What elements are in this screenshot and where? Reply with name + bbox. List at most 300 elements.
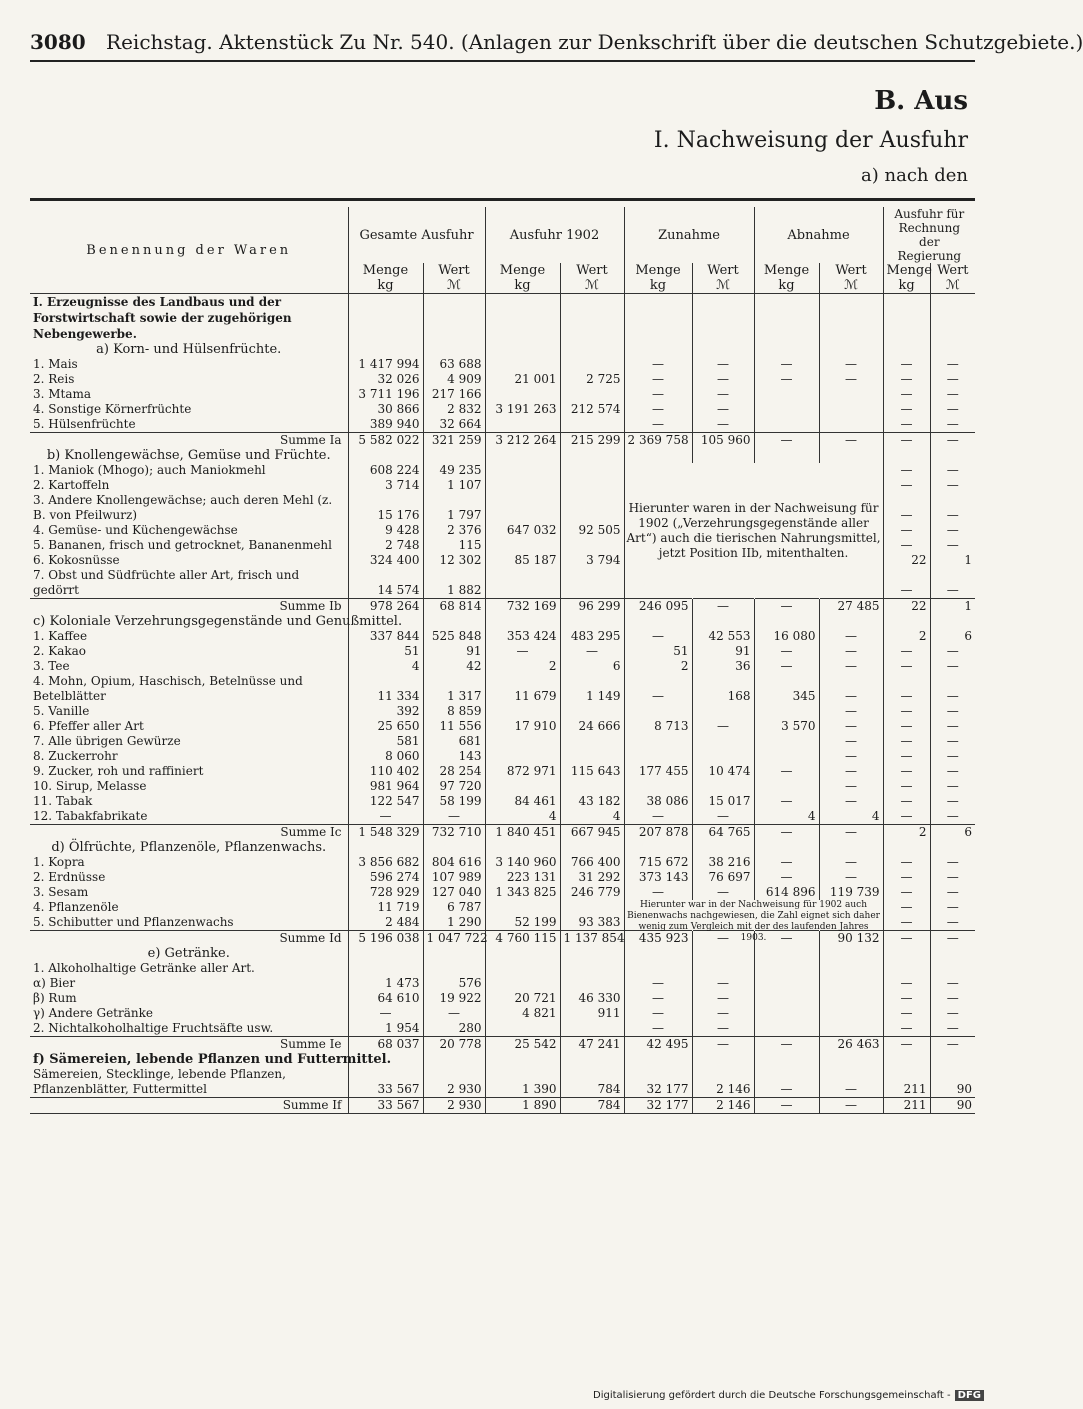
empty-cell bbox=[819, 840, 883, 855]
value-cell: 97 720 bbox=[423, 779, 485, 794]
value-cell: 804 616 bbox=[423, 855, 485, 870]
unit-kg: kg bbox=[754, 278, 819, 294]
value-cell: — bbox=[930, 402, 975, 417]
table-body bbox=[30, 294, 975, 1114]
value-cell: — bbox=[930, 1006, 975, 1021]
value-cell: 22 bbox=[883, 553, 930, 568]
item-name: 7. Alle übrigen Gewürze bbox=[33, 734, 181, 748]
value-cell: 17 910 bbox=[485, 719, 560, 734]
value-cell: 1 954 bbox=[348, 1021, 423, 1037]
value-cell: — bbox=[692, 809, 754, 825]
value-cell: 91 bbox=[692, 644, 754, 659]
value-cell bbox=[754, 961, 819, 976]
col-header-1902: Ausfuhr 1902 bbox=[485, 207, 624, 263]
sum-value: 33 567 bbox=[348, 1098, 423, 1114]
value-cell: — bbox=[883, 976, 930, 991]
item-name: 5. Vanille bbox=[33, 704, 90, 718]
value-cell: 32 026 bbox=[348, 372, 423, 387]
table-row bbox=[30, 809, 975, 825]
sum-value: 207 878 bbox=[624, 825, 692, 841]
empty-cell bbox=[883, 946, 930, 961]
header-rule bbox=[30, 60, 975, 62]
item-name: 3. Tee bbox=[33, 659, 70, 673]
value-cell: — bbox=[624, 372, 692, 387]
value-cell bbox=[624, 749, 692, 764]
value-cell: — bbox=[930, 915, 975, 931]
sum-label: Summe Ia bbox=[30, 433, 348, 449]
value-cell: — bbox=[883, 523, 930, 538]
empty-cell bbox=[930, 614, 975, 629]
value-cell: — bbox=[930, 478, 975, 493]
table-row bbox=[30, 357, 975, 372]
sum-value: 321 259 bbox=[423, 433, 485, 449]
value-cell bbox=[819, 463, 883, 478]
sum-label: Summe Id bbox=[30, 931, 348, 947]
value-cell bbox=[560, 417, 624, 433]
value-cell bbox=[485, 779, 560, 794]
value-cell: 2 748 bbox=[348, 538, 423, 553]
value-cell: 19 922 bbox=[423, 991, 485, 1006]
value-cell: — bbox=[754, 372, 819, 387]
empty-cell bbox=[819, 614, 883, 629]
value-cell: — bbox=[883, 749, 930, 764]
group-title-row bbox=[30, 614, 975, 629]
item-name: 3. Andere Knollengewächse; auch deren Mehl (z. B. von Pfeilwurz) bbox=[33, 493, 333, 522]
sum-value: 68 037 bbox=[348, 1037, 423, 1053]
value-cell: 1 290 bbox=[423, 915, 485, 931]
table-row bbox=[30, 417, 975, 433]
value-cell: 353 424 bbox=[485, 629, 560, 644]
value-cell: — bbox=[754, 1067, 819, 1098]
value-cell: 38 216 bbox=[692, 855, 754, 870]
value-cell: — bbox=[883, 357, 930, 372]
value-cell: — bbox=[930, 704, 975, 719]
value-cell: 1 343 825 bbox=[485, 885, 560, 900]
value-cell bbox=[754, 402, 819, 417]
value-cell: — bbox=[819, 704, 883, 719]
value-cell: — bbox=[883, 1006, 930, 1021]
sum-value: 978 264 bbox=[348, 599, 423, 615]
sum-value: 435 923 bbox=[624, 931, 692, 947]
value-cell: — bbox=[883, 764, 930, 779]
table-row bbox=[30, 644, 975, 659]
sum-value: 90 132 bbox=[819, 931, 883, 947]
sum-value: 246 095 bbox=[624, 599, 692, 615]
value-cell: 345 bbox=[754, 674, 819, 704]
value-cell: — bbox=[883, 809, 930, 825]
unit-mark: ℳ bbox=[692, 278, 754, 294]
value-cell: 119 739 bbox=[819, 885, 883, 900]
value-cell: 25 650 bbox=[348, 719, 423, 734]
value-cell: — bbox=[624, 387, 692, 402]
sum-value: — bbox=[883, 931, 930, 947]
sum-row bbox=[30, 1037, 975, 1053]
value-cell: 2 376 bbox=[423, 523, 485, 538]
sum-value: 2 369 758 bbox=[624, 433, 692, 449]
empty-cell bbox=[624, 448, 692, 463]
value-cell: 93 383 bbox=[560, 915, 624, 931]
item-name: 1. Maniok (Mhogo); auch Maniokmehl bbox=[33, 463, 266, 477]
value-cell bbox=[624, 568, 692, 599]
sum-row bbox=[30, 1098, 975, 1114]
value-cell bbox=[819, 1021, 883, 1037]
item-name: 7. Obst und Südfrüchte aller Art, frisch und gedörrt bbox=[33, 568, 300, 597]
sum-value: — bbox=[754, 931, 819, 947]
group-title: e) Getränke. bbox=[147, 946, 230, 961]
value-cell: 1 882 bbox=[423, 568, 485, 599]
item-name: 5. Schibutter und Pflanzenwachs bbox=[33, 915, 234, 929]
page-number: 3080 bbox=[30, 30, 86, 54]
col-wert: Wert bbox=[930, 263, 975, 278]
unit-kg: kg bbox=[624, 278, 692, 294]
value-cell: 1 473 bbox=[348, 976, 423, 991]
value-cell: 24 666 bbox=[560, 719, 624, 734]
value-cell bbox=[624, 961, 692, 976]
empty-cell bbox=[423, 1052, 485, 1067]
value-cell: 8 060 bbox=[348, 749, 423, 764]
value-cell: — bbox=[930, 779, 975, 794]
value-cell bbox=[560, 704, 624, 719]
value-cell: — bbox=[930, 855, 975, 870]
item-name: 9. Zucker, roh und raffiniert bbox=[33, 764, 204, 778]
value-cell bbox=[624, 478, 692, 493]
value-cell: 143 bbox=[423, 749, 485, 764]
value-cell bbox=[692, 463, 754, 478]
value-cell: 373 143 bbox=[624, 870, 692, 885]
value-cell: — bbox=[692, 1021, 754, 1037]
empty-cell bbox=[754, 448, 819, 463]
value-cell: — bbox=[930, 568, 975, 599]
table-row bbox=[30, 704, 975, 719]
value-cell: — bbox=[930, 809, 975, 825]
value-cell: — bbox=[883, 387, 930, 402]
value-cell bbox=[754, 387, 819, 402]
sum-value: 3 212 264 bbox=[485, 433, 560, 449]
value-cell: 1 797 bbox=[423, 493, 485, 523]
value-cell: 36 bbox=[692, 659, 754, 674]
value-cell: 51 bbox=[624, 644, 692, 659]
empty-cell bbox=[883, 840, 930, 855]
value-cell bbox=[485, 478, 560, 493]
value-cell bbox=[754, 568, 819, 599]
value-cell: 49 235 bbox=[423, 463, 485, 478]
value-cell: 21 001 bbox=[485, 372, 560, 387]
empty-cell bbox=[423, 840, 485, 855]
value-cell: — bbox=[930, 493, 975, 523]
value-cell: — bbox=[930, 991, 975, 1006]
value-cell bbox=[485, 1021, 560, 1037]
unit-kg: kg bbox=[883, 278, 930, 294]
empty-cell bbox=[624, 946, 692, 961]
value-cell: — bbox=[930, 372, 975, 387]
item-name: 8. Zuckerrohr bbox=[33, 749, 118, 763]
value-cell: 608 224 bbox=[348, 463, 423, 478]
table-row bbox=[30, 1006, 975, 1021]
empty-cell bbox=[819, 342, 883, 357]
item-name: 2. Erdnüsse bbox=[33, 870, 106, 884]
value-cell: — bbox=[754, 644, 819, 659]
value-cell bbox=[624, 704, 692, 719]
value-cell: — bbox=[930, 644, 975, 659]
value-cell: 324 400 bbox=[348, 553, 423, 568]
value-cell: — bbox=[883, 417, 930, 433]
value-cell bbox=[485, 538, 560, 553]
table-row bbox=[30, 885, 975, 900]
table-row bbox=[30, 372, 975, 387]
value-cell: — bbox=[930, 387, 975, 402]
value-cell: 63 688 bbox=[423, 357, 485, 372]
value-cell: 168 bbox=[692, 674, 754, 704]
value-cell: — bbox=[819, 674, 883, 704]
value-cell: 30 866 bbox=[348, 402, 423, 417]
value-cell bbox=[485, 961, 560, 976]
footer-text: Digitalisierung gefördert durch die Deutsche Forschungsgemeinschaft - bbox=[593, 1390, 951, 1401]
value-cell: 14 574 bbox=[348, 568, 423, 599]
value-cell: 3 570 bbox=[754, 719, 819, 734]
value-cell: 2 725 bbox=[560, 372, 624, 387]
value-cell bbox=[560, 961, 624, 976]
table-row bbox=[30, 719, 975, 734]
value-cell: 4 821 bbox=[485, 1006, 560, 1021]
col-header-abnahme: Abnahme bbox=[754, 207, 883, 263]
empty-cell bbox=[754, 840, 819, 855]
unit-mark: ℳ bbox=[930, 278, 975, 294]
value-cell bbox=[754, 1021, 819, 1037]
group-title: c) Koloniale Verzehrungsgegenstände und Genußmittel. bbox=[33, 614, 403, 629]
col-menge: Menge bbox=[883, 263, 930, 278]
value-cell: 4 bbox=[485, 809, 560, 825]
group-title: b) Knollengewächse, Gemüse und Früchte. bbox=[46, 448, 331, 463]
value-cell bbox=[819, 387, 883, 402]
value-cell: — bbox=[348, 1006, 423, 1021]
sum-value: 5 196 038 bbox=[348, 931, 423, 947]
value-cell bbox=[692, 704, 754, 719]
value-cell bbox=[485, 568, 560, 599]
value-cell: — bbox=[624, 629, 692, 644]
value-cell: — bbox=[624, 417, 692, 433]
section-row bbox=[30, 294, 975, 343]
value-cell: — bbox=[930, 463, 975, 478]
item-name: 2. Nichtalkoholhaltige Fruchtsäfte usw. bbox=[33, 1021, 274, 1035]
col-menge: Menge bbox=[348, 263, 423, 278]
value-cell: — bbox=[754, 764, 819, 779]
value-cell bbox=[485, 493, 560, 523]
value-cell: — bbox=[754, 659, 819, 674]
value-cell: 177 455 bbox=[624, 764, 692, 779]
value-cell: — bbox=[819, 629, 883, 644]
item-name: 3. Sesam bbox=[33, 885, 89, 899]
sum-value: — bbox=[692, 1037, 754, 1053]
value-cell: — bbox=[819, 764, 883, 779]
value-cell: — bbox=[819, 794, 883, 809]
value-cell: 31 292 bbox=[560, 870, 624, 885]
sum-value: 1 890 bbox=[485, 1098, 560, 1114]
sum-value: — bbox=[692, 599, 754, 615]
value-cell: — bbox=[930, 523, 975, 538]
value-cell bbox=[692, 961, 754, 976]
value-cell: — bbox=[348, 809, 423, 825]
empty-cell bbox=[348, 342, 423, 357]
value-cell: 122 547 bbox=[348, 794, 423, 809]
sum-value: 1 bbox=[930, 599, 975, 615]
value-cell: 212 574 bbox=[560, 402, 624, 417]
table-row bbox=[30, 794, 975, 809]
sum-value: — bbox=[883, 433, 930, 449]
sum-value: 64 765 bbox=[692, 825, 754, 841]
value-cell: — bbox=[692, 991, 754, 1006]
value-cell bbox=[485, 704, 560, 719]
value-cell: — bbox=[883, 734, 930, 749]
value-cell: 3 856 682 bbox=[348, 855, 423, 870]
value-cell: 110 402 bbox=[348, 764, 423, 779]
value-cell: 84 461 bbox=[485, 794, 560, 809]
value-cell: — bbox=[485, 644, 560, 659]
empty-cell bbox=[423, 342, 485, 357]
sum-value: 1 548 329 bbox=[348, 825, 423, 841]
sum-value: 27 485 bbox=[819, 599, 883, 615]
value-cell: — bbox=[819, 749, 883, 764]
table-row bbox=[30, 387, 975, 402]
value-cell bbox=[485, 417, 560, 433]
item-name: 1. Kaffee bbox=[33, 629, 88, 643]
value-cell: 15 176 bbox=[348, 493, 423, 523]
empty-cell bbox=[423, 614, 485, 629]
table-row bbox=[30, 1067, 975, 1098]
value-cell: 28 254 bbox=[423, 764, 485, 779]
empty-cell bbox=[624, 614, 692, 629]
sum-value: — bbox=[819, 825, 883, 841]
value-cell: — bbox=[819, 644, 883, 659]
value-cell: — bbox=[930, 719, 975, 734]
sum-value: 5 582 022 bbox=[348, 433, 423, 449]
col-header-name: Benennung der Waren bbox=[30, 207, 348, 294]
sum-value: — bbox=[819, 1098, 883, 1114]
value-cell bbox=[624, 463, 692, 478]
value-cell: — bbox=[930, 674, 975, 704]
value-cell: 15 017 bbox=[692, 794, 754, 809]
value-cell: — bbox=[930, 976, 975, 991]
value-cell bbox=[754, 991, 819, 1006]
table-row bbox=[30, 463, 975, 478]
empty-cell bbox=[485, 342, 560, 357]
item-name: 6. Pfeffer aller Art bbox=[33, 719, 144, 733]
value-cell: — bbox=[423, 809, 485, 825]
value-cell: — bbox=[692, 976, 754, 991]
sum-value: — bbox=[754, 1037, 819, 1053]
value-cell: — bbox=[819, 372, 883, 387]
value-cell: 483 295 bbox=[560, 629, 624, 644]
value-cell: 715 672 bbox=[624, 855, 692, 870]
section-i-heading: I. Nachweisung der Ausfuhr bbox=[653, 128, 968, 153]
value-cell: 525 848 bbox=[423, 629, 485, 644]
value-cell bbox=[692, 734, 754, 749]
empty-cell bbox=[883, 342, 930, 357]
value-cell: 3 711 196 bbox=[348, 387, 423, 402]
value-cell: — bbox=[930, 417, 975, 433]
empty-cell bbox=[883, 448, 930, 463]
value-cell bbox=[560, 976, 624, 991]
value-cell: 9 428 bbox=[348, 523, 423, 538]
value-cell: 576 bbox=[423, 976, 485, 991]
empty-cell bbox=[930, 946, 975, 961]
value-cell: 728 929 bbox=[348, 885, 423, 900]
item-name: 4. Mohn, Opium, Haschisch, Betelnüsse und Betelblätter bbox=[33, 674, 303, 703]
value-cell: 4 bbox=[560, 809, 624, 825]
value-cell bbox=[485, 463, 560, 478]
sum-value: 732 710 bbox=[423, 825, 485, 841]
empty-cell bbox=[930, 448, 975, 463]
value-cell: — bbox=[692, 402, 754, 417]
value-cell bbox=[819, 991, 883, 1006]
empty-cell bbox=[883, 1052, 930, 1067]
empty-cell bbox=[692, 840, 754, 855]
item-name: 12. Tabakfabrikate bbox=[33, 809, 148, 823]
value-cell: 32 664 bbox=[423, 417, 485, 433]
value-cell: 2 bbox=[883, 629, 930, 644]
empty-cell bbox=[560, 840, 624, 855]
value-cell: — bbox=[930, 734, 975, 749]
empty-cell bbox=[819, 448, 883, 463]
page-header bbox=[30, 30, 1083, 54]
empty-cell bbox=[423, 448, 485, 463]
item-name: 6. Kokosnüsse bbox=[33, 553, 120, 567]
sum-value: 20 778 bbox=[423, 1037, 485, 1053]
empty-cell bbox=[560, 1052, 624, 1067]
empty-cell bbox=[692, 614, 754, 629]
value-cell: 1 107 bbox=[423, 478, 485, 493]
col-header-zunahme: Zunahme bbox=[624, 207, 754, 263]
value-cell: — bbox=[883, 372, 930, 387]
value-cell: — bbox=[930, 1021, 975, 1037]
value-cell: 127 040 bbox=[423, 885, 485, 900]
empty-cell bbox=[754, 614, 819, 629]
sum-value: — bbox=[754, 825, 819, 841]
sum-value: 32 177 bbox=[624, 1098, 692, 1114]
value-cell: 42 553 bbox=[692, 629, 754, 644]
export-table bbox=[30, 207, 975, 1114]
table-row bbox=[30, 976, 975, 991]
value-cell: 211 bbox=[883, 1067, 930, 1098]
value-cell: — bbox=[883, 900, 930, 915]
value-cell: — bbox=[754, 870, 819, 885]
value-cell: 2 bbox=[624, 659, 692, 674]
value-cell: 11 334 bbox=[348, 674, 423, 704]
value-cell: — bbox=[883, 644, 930, 659]
value-cell bbox=[624, 734, 692, 749]
value-cell: — bbox=[819, 855, 883, 870]
sum-value: — bbox=[883, 1037, 930, 1053]
value-cell: 2 146 bbox=[692, 1067, 754, 1098]
value-cell: — bbox=[883, 719, 930, 734]
value-cell: 76 697 bbox=[692, 870, 754, 885]
value-cell: — bbox=[624, 1021, 692, 1037]
value-cell: 92 505 bbox=[560, 523, 624, 538]
sum-value: 6 bbox=[930, 825, 975, 841]
section-b-heading: B. Aus bbox=[874, 86, 968, 116]
item-name: 2. Reis bbox=[33, 372, 75, 386]
value-cell: — bbox=[883, 674, 930, 704]
value-cell: — bbox=[560, 644, 624, 659]
sum-value: 2 bbox=[883, 825, 930, 841]
item-name: 5. Hülsenfrüchte bbox=[33, 417, 136, 431]
value-cell: 981 964 bbox=[348, 779, 423, 794]
value-cell: — bbox=[819, 719, 883, 734]
table-row bbox=[30, 568, 975, 599]
empty-cell bbox=[754, 1052, 819, 1067]
item-name: Sämereien, Stecklinge, lebende Pflanzen, Pflanzenblätter, Futtermittel bbox=[33, 1067, 286, 1096]
sum-row bbox=[30, 599, 975, 615]
empty-cell bbox=[560, 448, 624, 463]
